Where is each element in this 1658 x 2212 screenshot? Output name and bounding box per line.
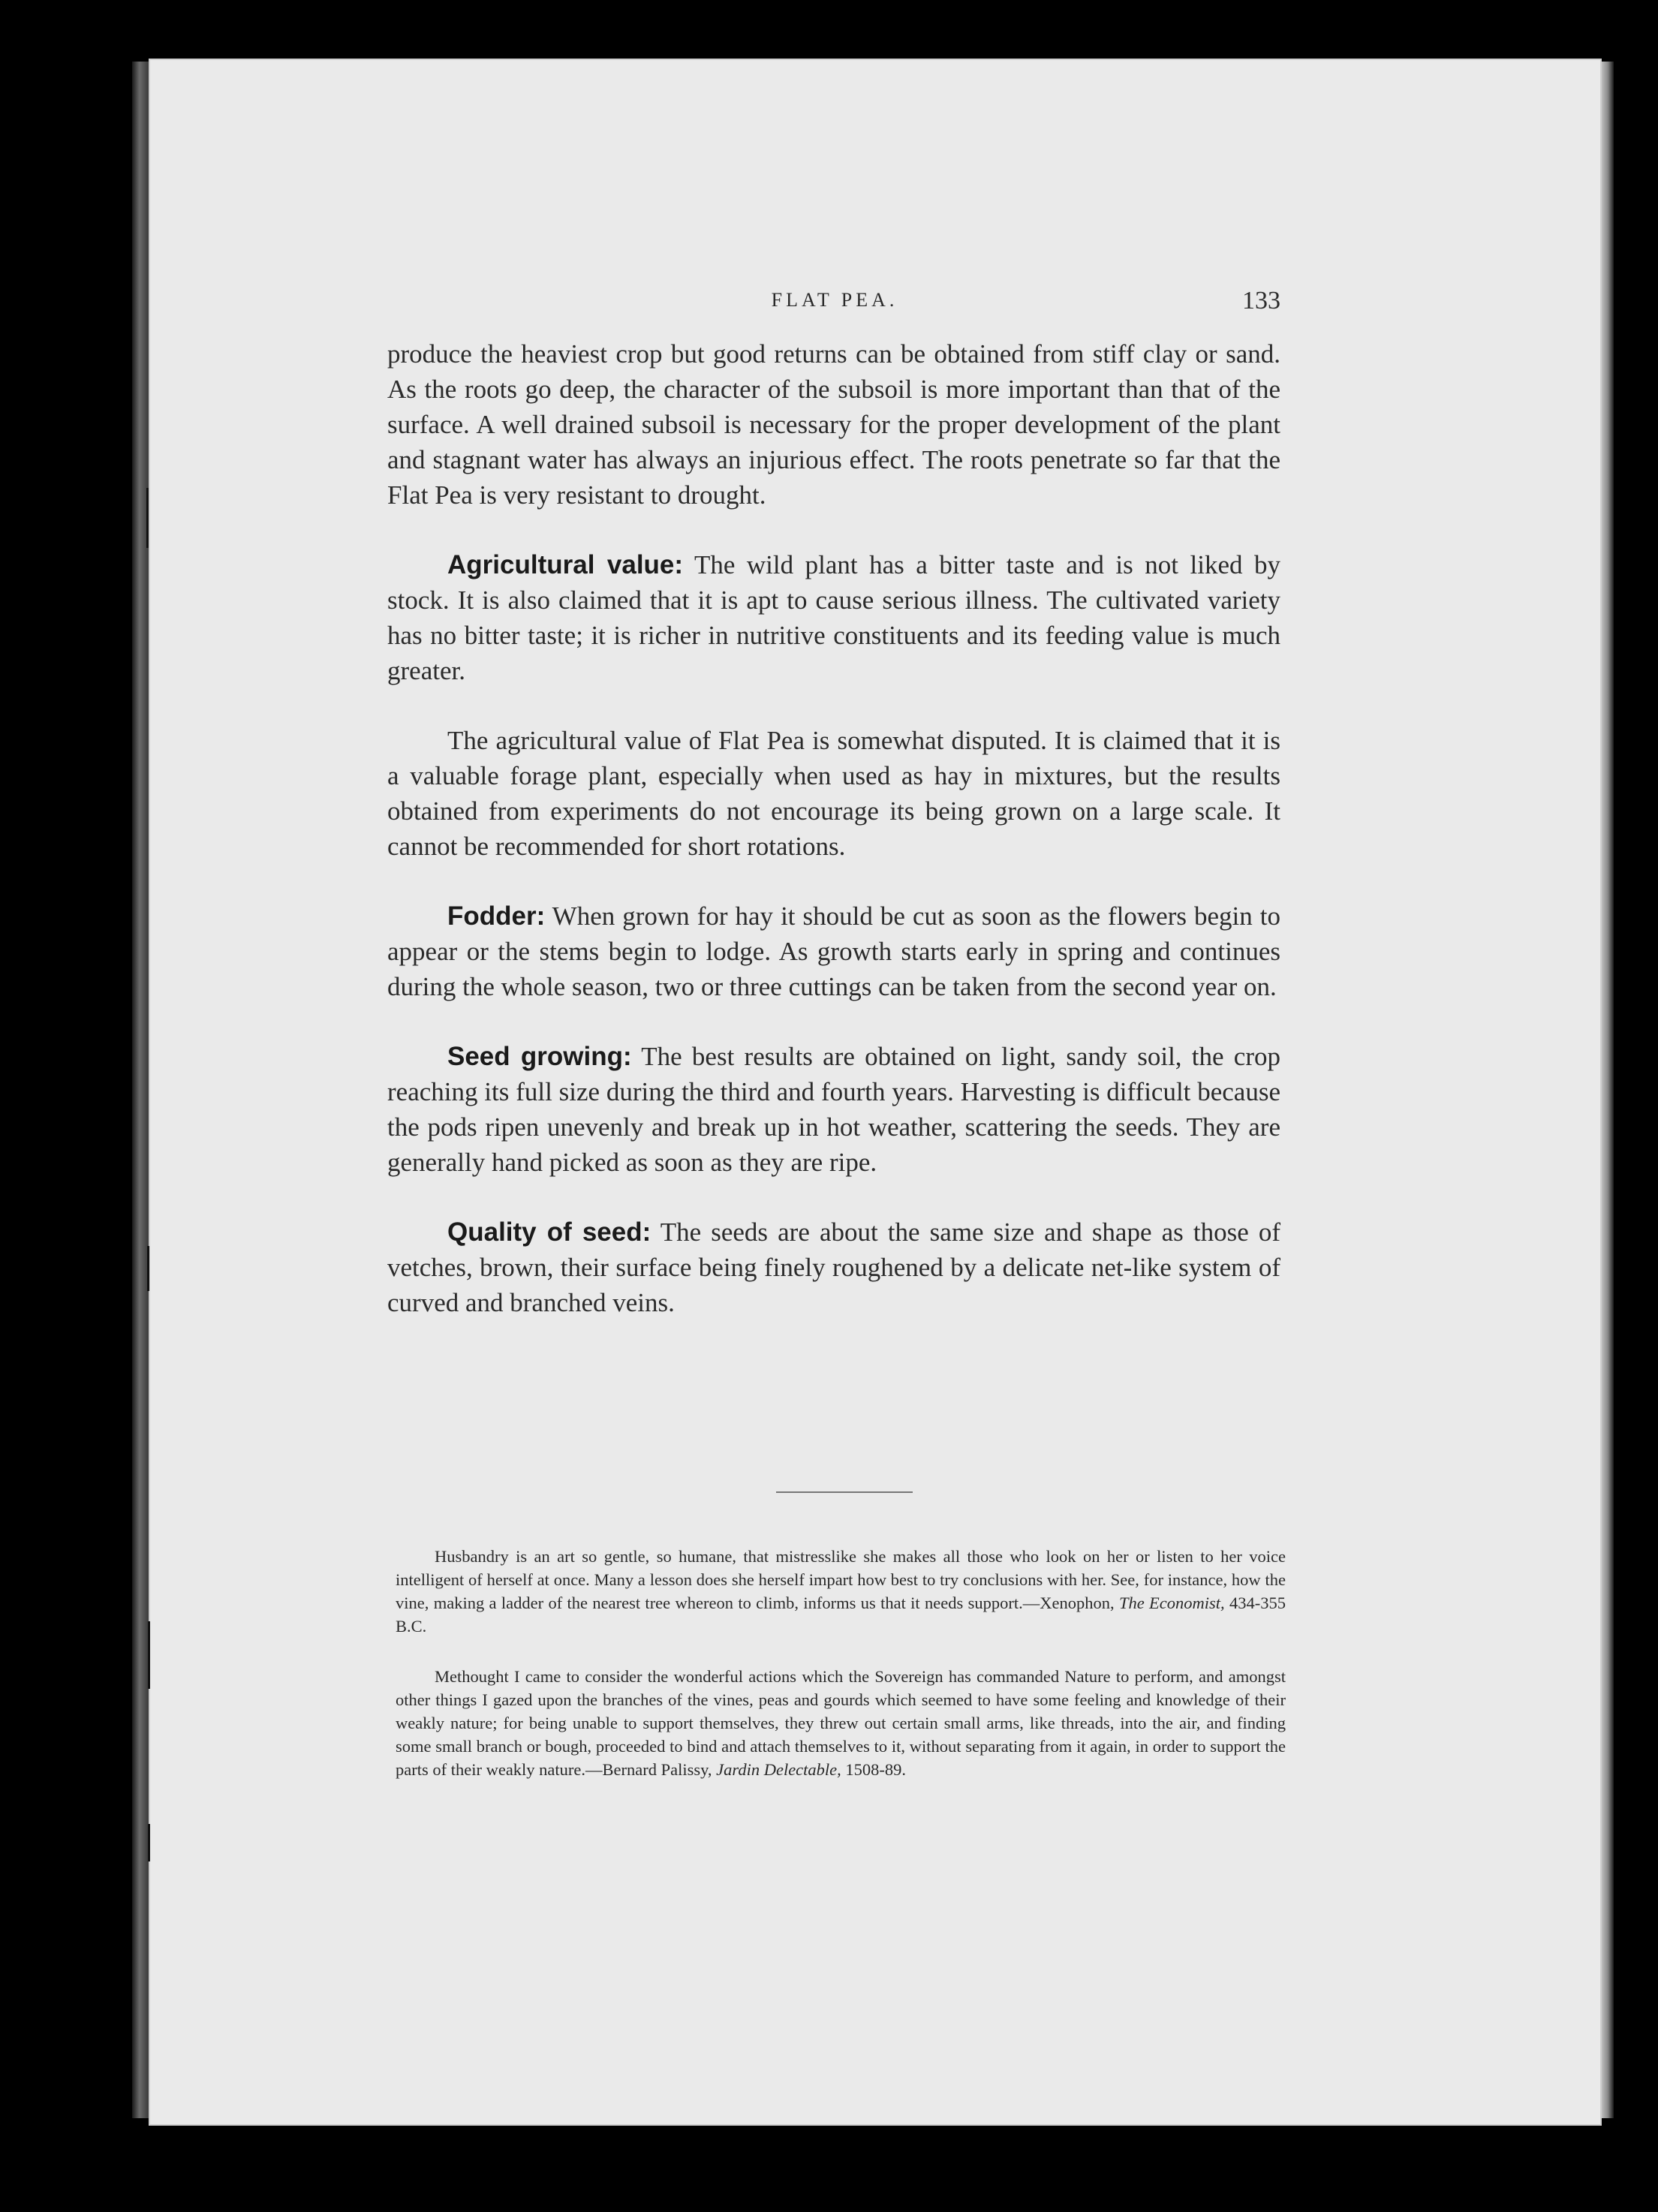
quote-work-title: Jardin Delectable, [716,1760,841,1779]
gutter-mark [147,1246,149,1291]
section-heading: Agricultural value: [447,550,684,579]
running-head [389,289,1280,319]
paragraph-seed-growing [387,1039,1280,1180]
section-text: When grown for hay it should be cut as soon as the flowers begin to appear or the stems begin to lodge. As growth starts early in spring and continues during the whole season, two or three cuttings can be taken from the second year on. [387,901,1280,1001]
running-title: FLAT PEA. [771,289,898,311]
section-divider [776,1491,913,1493]
quote-text: Methought I came to consider the wonderful actions which the Sovereign has commanded Nature to perform, and amongst other things I gazed upon the branches of the vines, peas and gourds which seemed to have some feeling and knowledge of their weakly nature; for being unable to support themselves, they threw out certain small arms, like threads, into the air, and finding some small branch or bough, proceeded to bind and attach themselves to it, without separating from it again, in order to support the parts of their weakly nature.—Bernard Palissy, [396,1667,1286,1779]
section-heading: Seed growing: [447,1042,632,1071]
body-text [387,336,1280,1355]
gutter-mark [146,488,149,548]
quote-palissy [396,1665,1286,1781]
section-text: The seeds are about the same size and shape as those of vetches, brown, their surface being finely roughened by a delicate net-like system of curved and branched veins. [387,1217,1280,1317]
book-gutter [132,62,149,2118]
section-heading: Fodder: [447,901,546,931]
gutter-mark [148,1621,150,1689]
gutter-mark [148,1824,150,1861]
paragraph-agricultural-value-disputed [387,723,1280,864]
intro-paragraph: produce the heaviest crop but good returns can be obtained from stiff clay or sand. As the roots go deep, the character of the subsoil is more important than that of the surface. A well drained subsoil is necessary for the proper development of the plant and stagnant water has always an injurious effect. The roots penetrate so far that the Flat Pea is very resistant to drought. [387,339,1280,510]
quote-date: 1508-89. [845,1760,907,1779]
section-text: The best results are obtained on light, sandy soil, the crop reaching its full size during the third and fourth years. Harvesting is difficult because the pods ripen unevenly and break up in hot weather, scattering the seeds. They are generally hand picked as soon as they are ripe. [387,1042,1280,1177]
paragraph-fodder [387,898,1280,1004]
section-heading: Quality of seed: [447,1217,651,1247]
page-right-edge [1602,62,1614,2118]
quote-xenophon [396,1545,1286,1638]
section-text: The wild plant has a bitter taste and is not liked by stock. It is also claimed that it is apt to cause serious illness. The cultivated variety has no bitter taste; it is richer in nutritive constituents and its feeding value is much greater. [387,550,1280,685]
section-text: The agricultural value of Flat Pea is somewhat disputed. It is claimed that it is a valuable forage plant, especially when used as hay in mixtures, but the results obtained from experiments do not encourage its being grown on a large scale. It cannot be recommended for short rotations. [387,726,1280,861]
page-number: 133 [1242,287,1280,314]
quote-text: Husbandry is an art so gentle, so humane, that mistresslike she makes all those who look on her or listen to her voice intelligent of herself at once. Many a lesson does she herself impart how best to try conclusions with her. See, for instance, how the vine, making a ladder of the nearest tree whereon to climb, informs us that it needs support.—Xenophon, [396,1547,1286,1612]
quote-date: 434-355 B.C. [396,1594,1286,1636]
quote-work-title: The Economist, [1118,1594,1225,1612]
paragraph-agricultural-value [387,547,1280,688]
quotations [396,1545,1286,1808]
paragraph-quality-of-seed [387,1214,1280,1320]
